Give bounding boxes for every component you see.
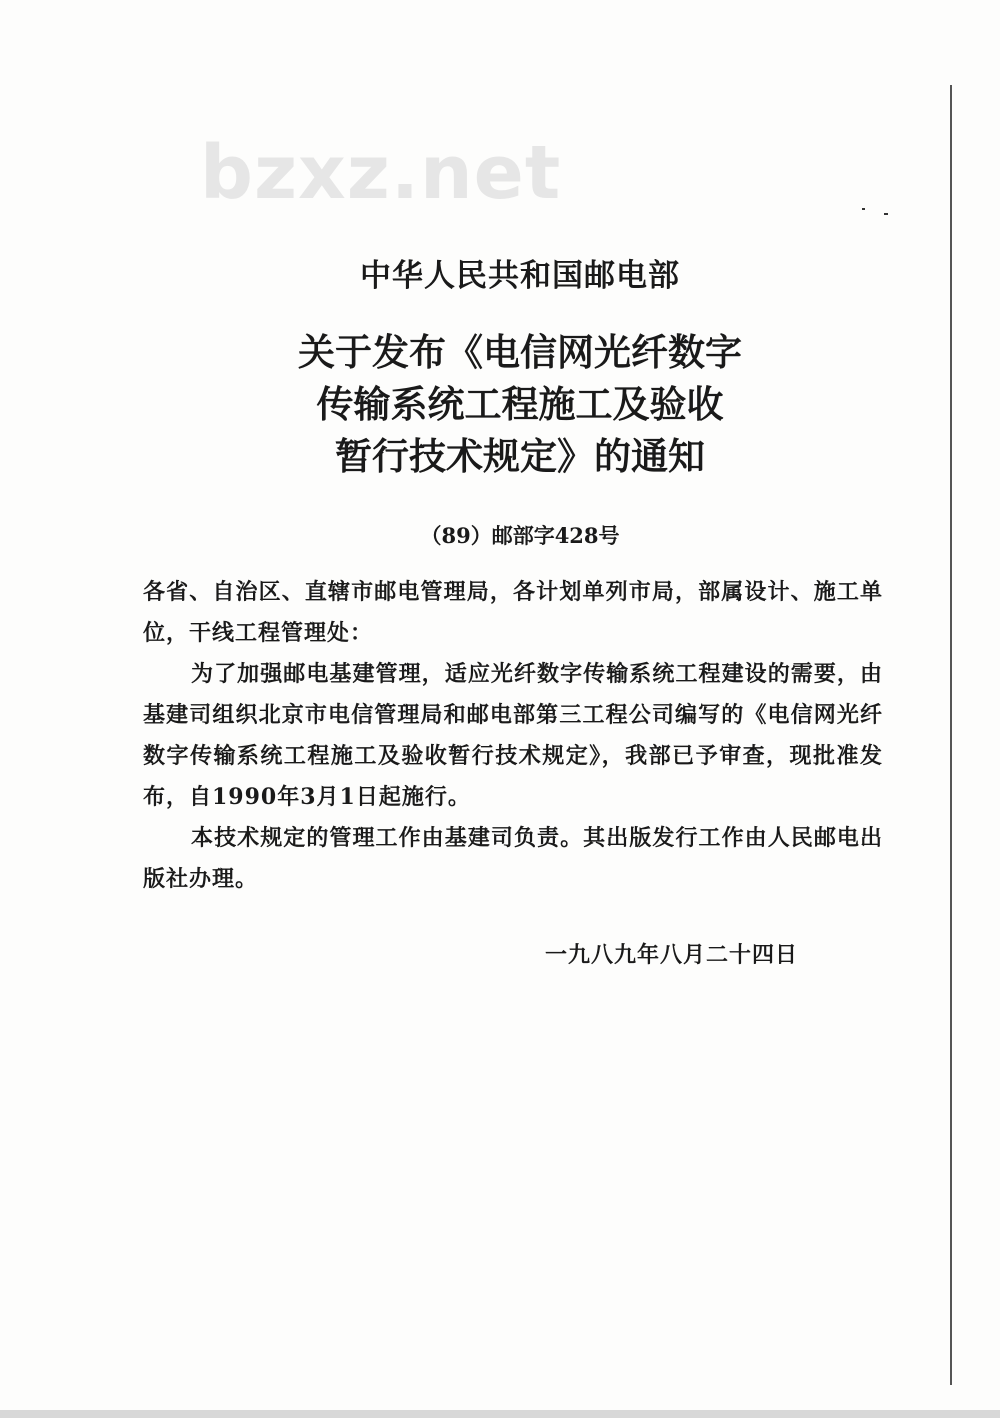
issuer-heading: 中华人民共和国邮电部: [360, 258, 680, 294]
page-bottom-edge: [0, 1410, 1000, 1418]
page-edge: [950, 85, 952, 1385]
document-title: [20, 326, 1000, 482]
scan-speck: [884, 213, 888, 215]
watermark: bzxz.net: [200, 130, 562, 216]
issue-date: 一九八九年八月二十四日: [545, 942, 799, 968]
title-line: 传输系统工程施工及验收: [316, 382, 724, 426]
title-line: 关于发布《电信网光纤数字: [298, 330, 742, 374]
body-paragraph: 本技术规定的管理工作由基建司负责。其出版发行工作由人民邮电出版社办理。: [143, 825, 883, 892]
recipients-line: 各省、自治区、直辖市邮电管理局，各计划单列市局，部属设计、施工单位，干线工程管理处：: [143, 579, 883, 646]
document-number: （89）邮部字428号: [420, 523, 620, 548]
scan-speck: [862, 208, 865, 210]
document-body: [143, 572, 883, 900]
title-line: 暂行技术规定》的通知: [335, 434, 705, 478]
body-paragraph: 为了加强邮电基建管理，适应光纤数字传输系统工程建设的需要，由基建司组织北京市电信管理局和邮电部第三工程公司编写的《电信网光纤数字传输系统工程施工及验收暂行技术规定》，我部已予审查，现批准发布，自1990年3月1日起施行。: [143, 661, 883, 810]
